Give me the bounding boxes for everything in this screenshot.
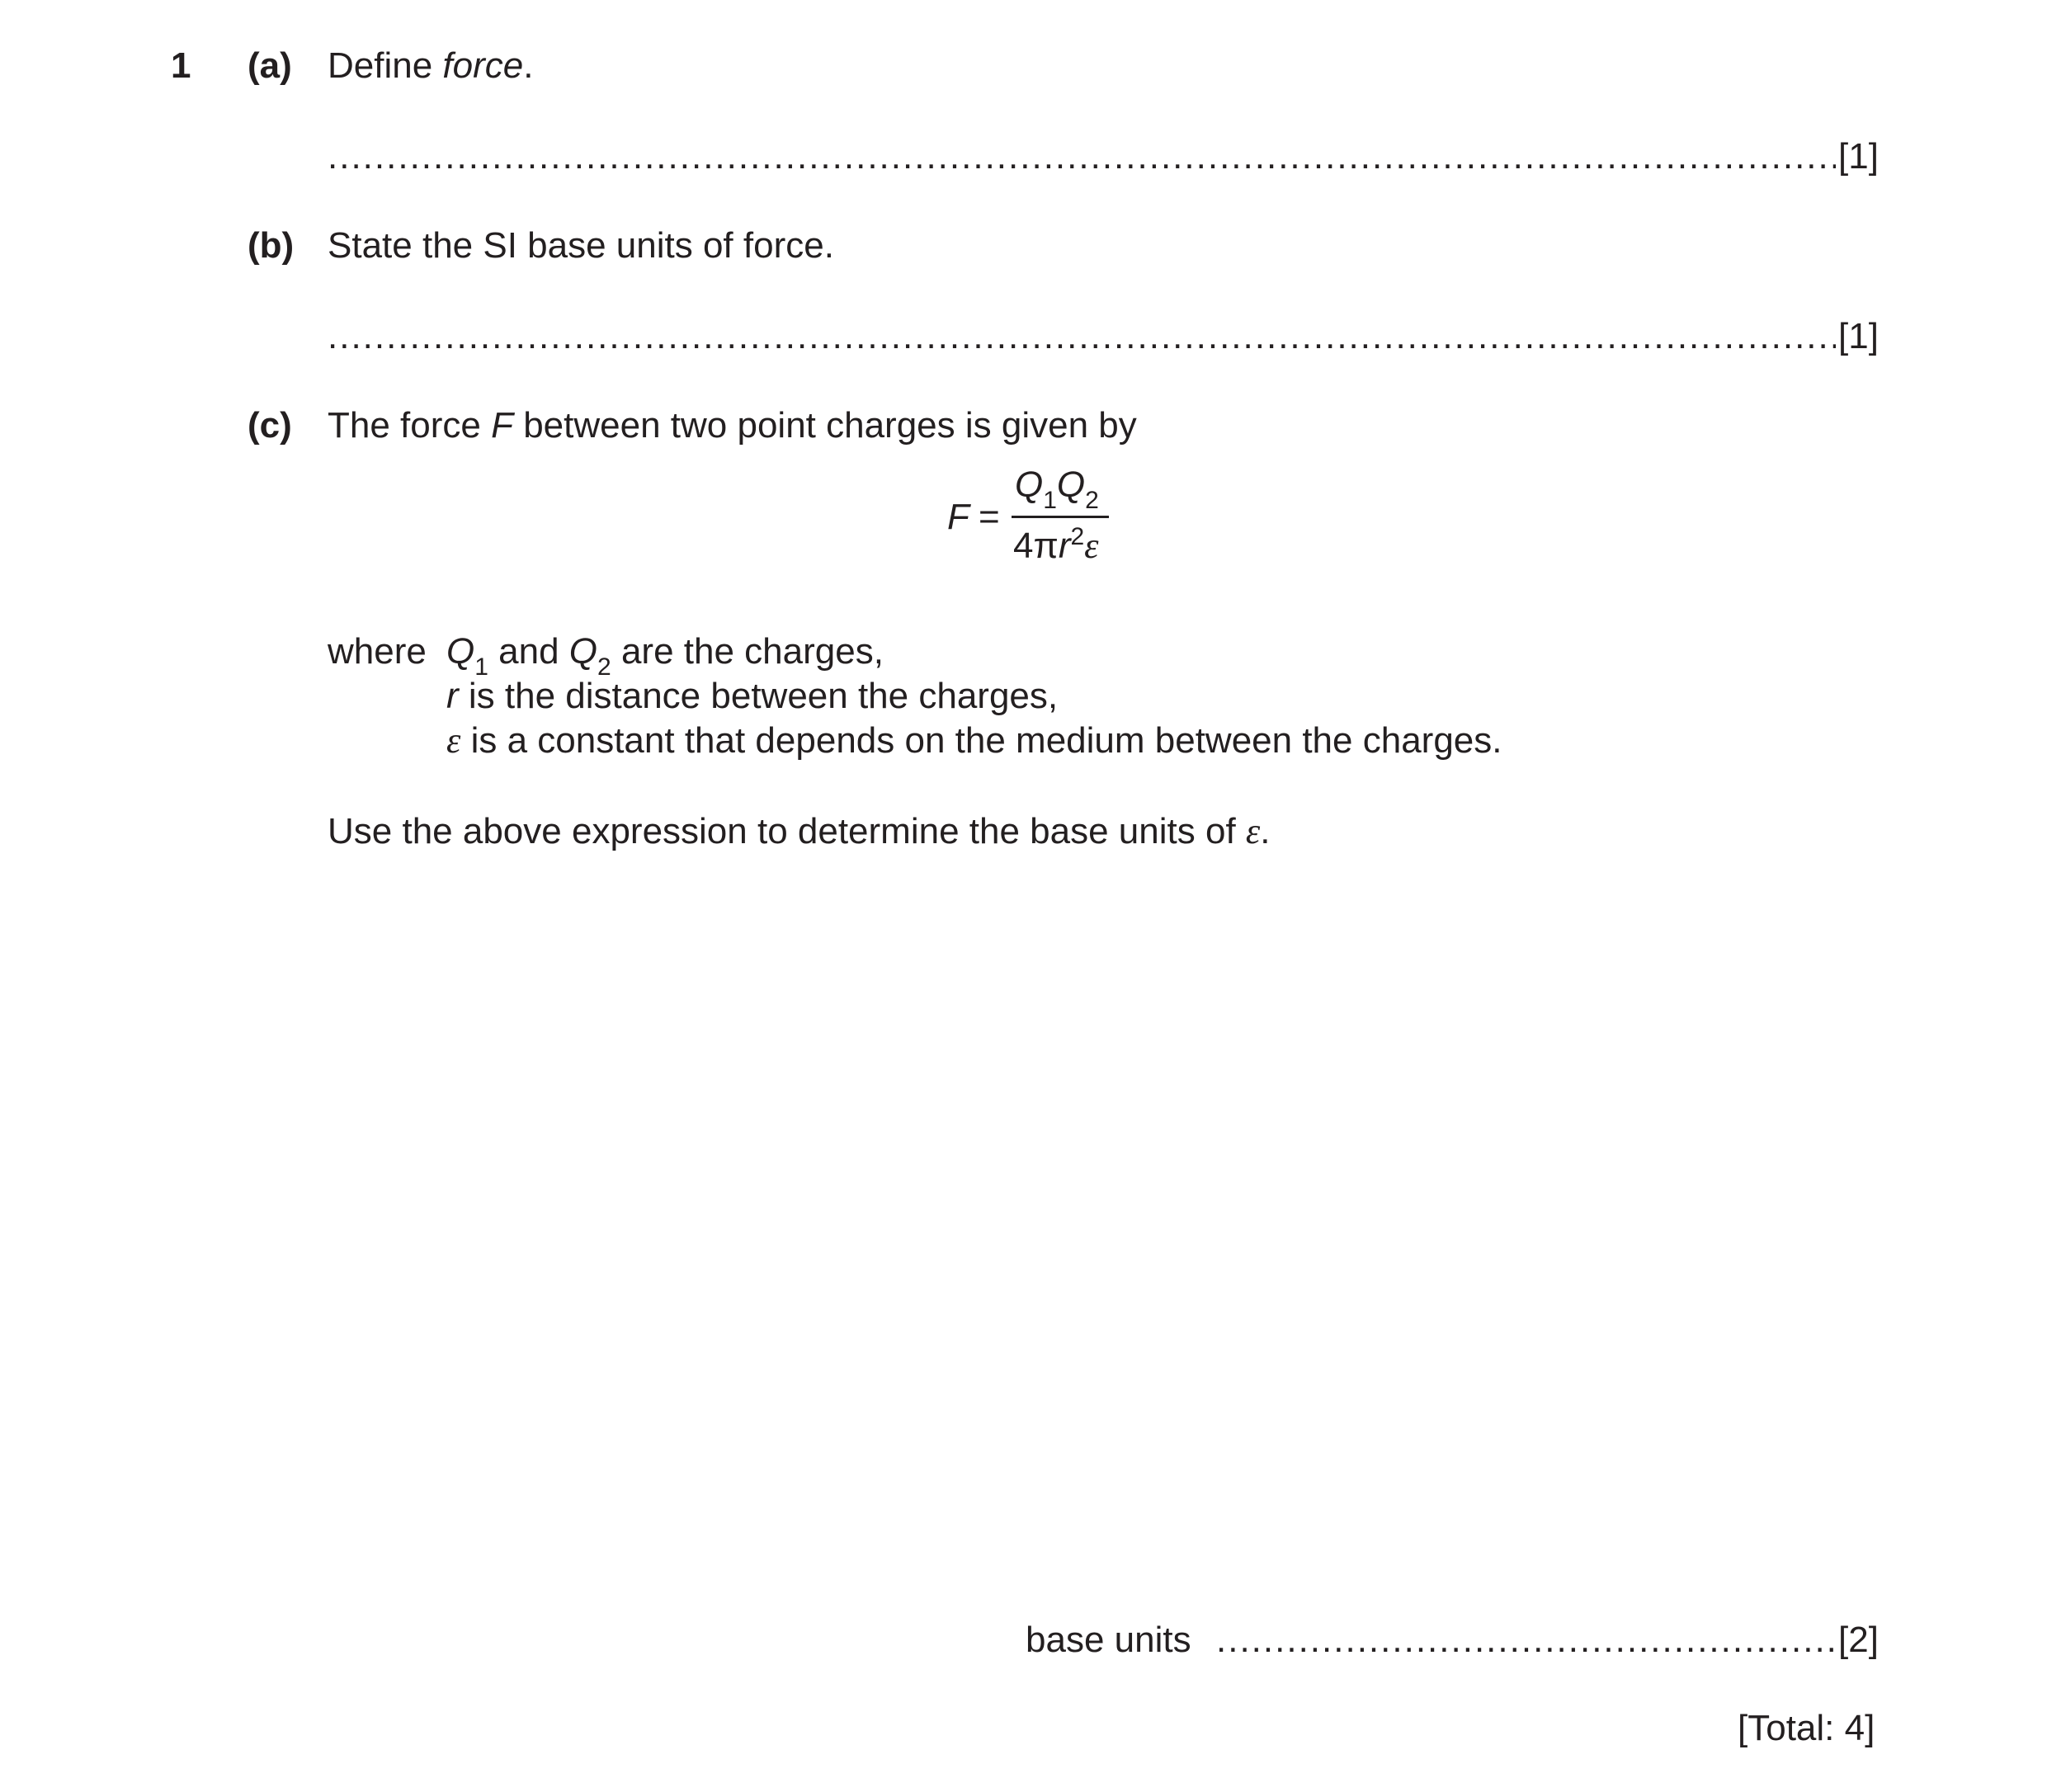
instruction-epsilon: ε — [1245, 811, 1261, 851]
question-number: 1 — [171, 45, 191, 86]
part-c-intro-suffix: between two point charges is given by — [512, 405, 1137, 446]
formula-denominator — [1013, 523, 1099, 566]
where-line-2 — [446, 678, 1058, 714]
where-r: r — [446, 676, 459, 716]
part-c-answer-line[interactable] — [1216, 1622, 1836, 1655]
part-a-text-suffix: . — [523, 45, 534, 86]
denominator-sup: 2 — [1070, 523, 1085, 550]
part-b-label: (b) — [248, 225, 295, 266]
part-c-intro-prefix: The force — [328, 405, 492, 446]
numerator-sub2: 2 — [1085, 487, 1099, 514]
numerator-q1: Q — [1015, 465, 1044, 505]
where-epsilon: ε — [446, 720, 461, 761]
where-line1-rest: are the charges, — [611, 631, 884, 672]
where-line3-rest: is a constant that depends on the medium between the charges. — [460, 720, 1502, 761]
total-marks: [Total: 4] — [1738, 1708, 1875, 1748]
part-b-answer-line[interactable] — [328, 318, 1836, 351]
part-c-intro-var: F — [491, 405, 513, 446]
denominator-epsilon: ε — [1084, 526, 1099, 566]
part-b-question: State the SI base units of force. — [328, 225, 834, 266]
part-a-text-prefix: Define — [328, 45, 443, 86]
part-a-answer-line[interactable] — [328, 139, 1836, 172]
where-sub2: 2 — [597, 653, 611, 681]
part-a-marks: [1] — [1838, 136, 1879, 177]
part-a-question — [328, 45, 534, 86]
where-word: where — [328, 631, 427, 672]
part-c-marks: [2] — [1838, 1620, 1879, 1660]
where-line2-rest: is the distance between the charges, — [458, 676, 1059, 716]
where-q2: Q — [568, 631, 598, 672]
part-c-instruction — [328, 813, 1270, 850]
where-q1: Q — [446, 631, 475, 672]
denominator-r: r — [1058, 526, 1071, 566]
formula-numerator — [1015, 465, 1099, 514]
part-c-intro — [328, 405, 1137, 446]
numerator-q2: Q — [1056, 465, 1086, 505]
where-sub1: 1 — [474, 653, 488, 681]
formula-equals: = — [979, 497, 1000, 537]
formula-lhs: F — [947, 497, 969, 537]
part-c-label: (c) — [248, 405, 292, 446]
instruction-suffix: . — [1260, 811, 1271, 851]
instruction-prefix: Use the above expression to determine the base units of — [328, 811, 1246, 851]
where-line-1 — [446, 631, 884, 681]
base-units-label: base units — [1026, 1620, 1191, 1660]
part-a-text-italic: force — [442, 45, 524, 86]
part-b-marks: [1] — [1838, 316, 1879, 356]
denominator-4pi: 4π — [1013, 526, 1059, 566]
where-and: and — [488, 631, 569, 672]
where-line-3 — [446, 720, 1502, 761]
numerator-sub1: 1 — [1043, 487, 1057, 514]
part-a-label: (a) — [248, 45, 292, 86]
fraction-bar — [1012, 516, 1109, 518]
